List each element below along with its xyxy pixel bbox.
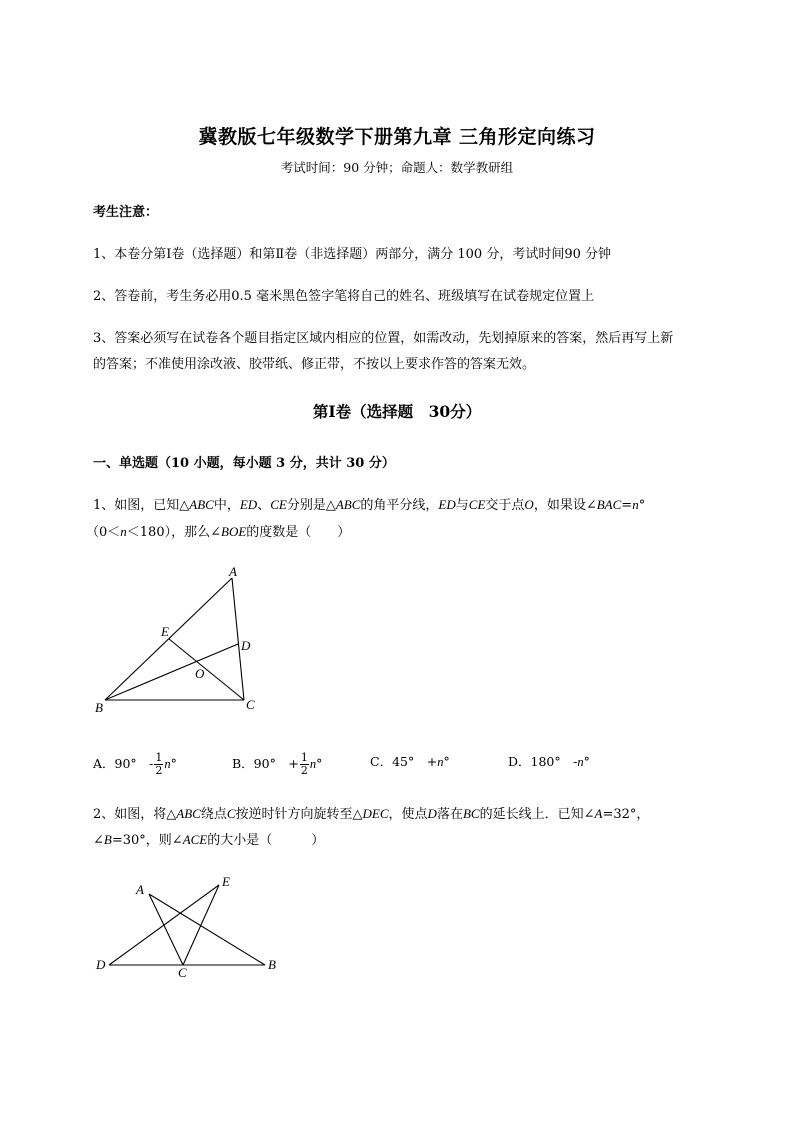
option-c[interactable]: C．45° +n°	[370, 754, 450, 769]
label-d: D	[241, 638, 251, 653]
label-e: E	[222, 874, 230, 889]
option-a[interactable]: A．90° - $\frac{1}{2}$ n°	[93, 751, 177, 777]
question-1-figure	[88, 560, 288, 720]
segment-ec	[183, 885, 219, 965]
question-1-line-2: （0＜n＜180），那么∠BOE的度数是（ ）	[86, 524, 351, 540]
segment-ba	[105, 578, 232, 700]
label-a: A	[136, 882, 144, 897]
label-b: B	[95, 700, 103, 715]
option-d[interactable]: D．180° -n°	[508, 754, 590, 769]
segment-ce	[169, 639, 244, 700]
document-title: 冀教版七年级数学下册第九章 三角形定向练习	[198, 126, 596, 148]
label-a: A	[229, 564, 237, 579]
notice-line-4: 的答案；不准使用涂改液、胶带纸、修正带，不按以上要求作答的答案无效。	[93, 357, 536, 372]
label-o: O	[195, 666, 205, 681]
label-b: B	[268, 957, 276, 972]
exam-info: 考试时间：90 分钟；命题人：数学教研组	[280, 160, 514, 175]
option-b[interactable]: B．90° + $\frac{1}{2}$ n°	[232, 751, 323, 777]
label-c: C	[178, 965, 187, 980]
question-1-line-1: 1、如图，已知△ABC中，ED、CE分别是△ABC的角平分线，ED与CE交于点O，如果设∠BAC=n°	[93, 497, 646, 513]
part-heading: 一、单选题（10 小题，每小题 3 分，共计 30 分）	[93, 456, 395, 471]
segment-bd	[105, 644, 238, 700]
label-d: D	[96, 957, 106, 972]
question-2-line-2: ∠B=30°，则∠ACE的大小是（ ）	[93, 832, 325, 848]
question-2-line-1: 2、如图，将△ABC绕点C按逆时针方向旋转至△DEC，使点D落在BC的延长线上．已知∠A=32°，	[93, 806, 650, 822]
notice-line-2: 2、答卷前，考生务必用0.5 毫米黑色签字笔将自己的姓名、班级填写在试卷规定位置上	[93, 289, 595, 304]
segment-de	[109, 885, 219, 965]
notice-heading: 考生注意：	[93, 205, 159, 220]
question-2-figure	[88, 868, 288, 983]
section-title: 第Ⅰ卷（选择题 30分）	[312, 402, 482, 421]
label-e: E	[161, 624, 169, 639]
notice-line-3: 3、答案必须写在试卷各个题目指定区域内相应的位置，如需改动，先划掉原来的答案，然后再写上新	[93, 331, 674, 346]
label-c: C	[246, 697, 255, 712]
notice-line-1: 1、本卷分第Ⅰ卷（选择题）和第Ⅱ卷（非选择题）两部分，满分 100 分，考试时间90 分钟	[93, 247, 611, 262]
